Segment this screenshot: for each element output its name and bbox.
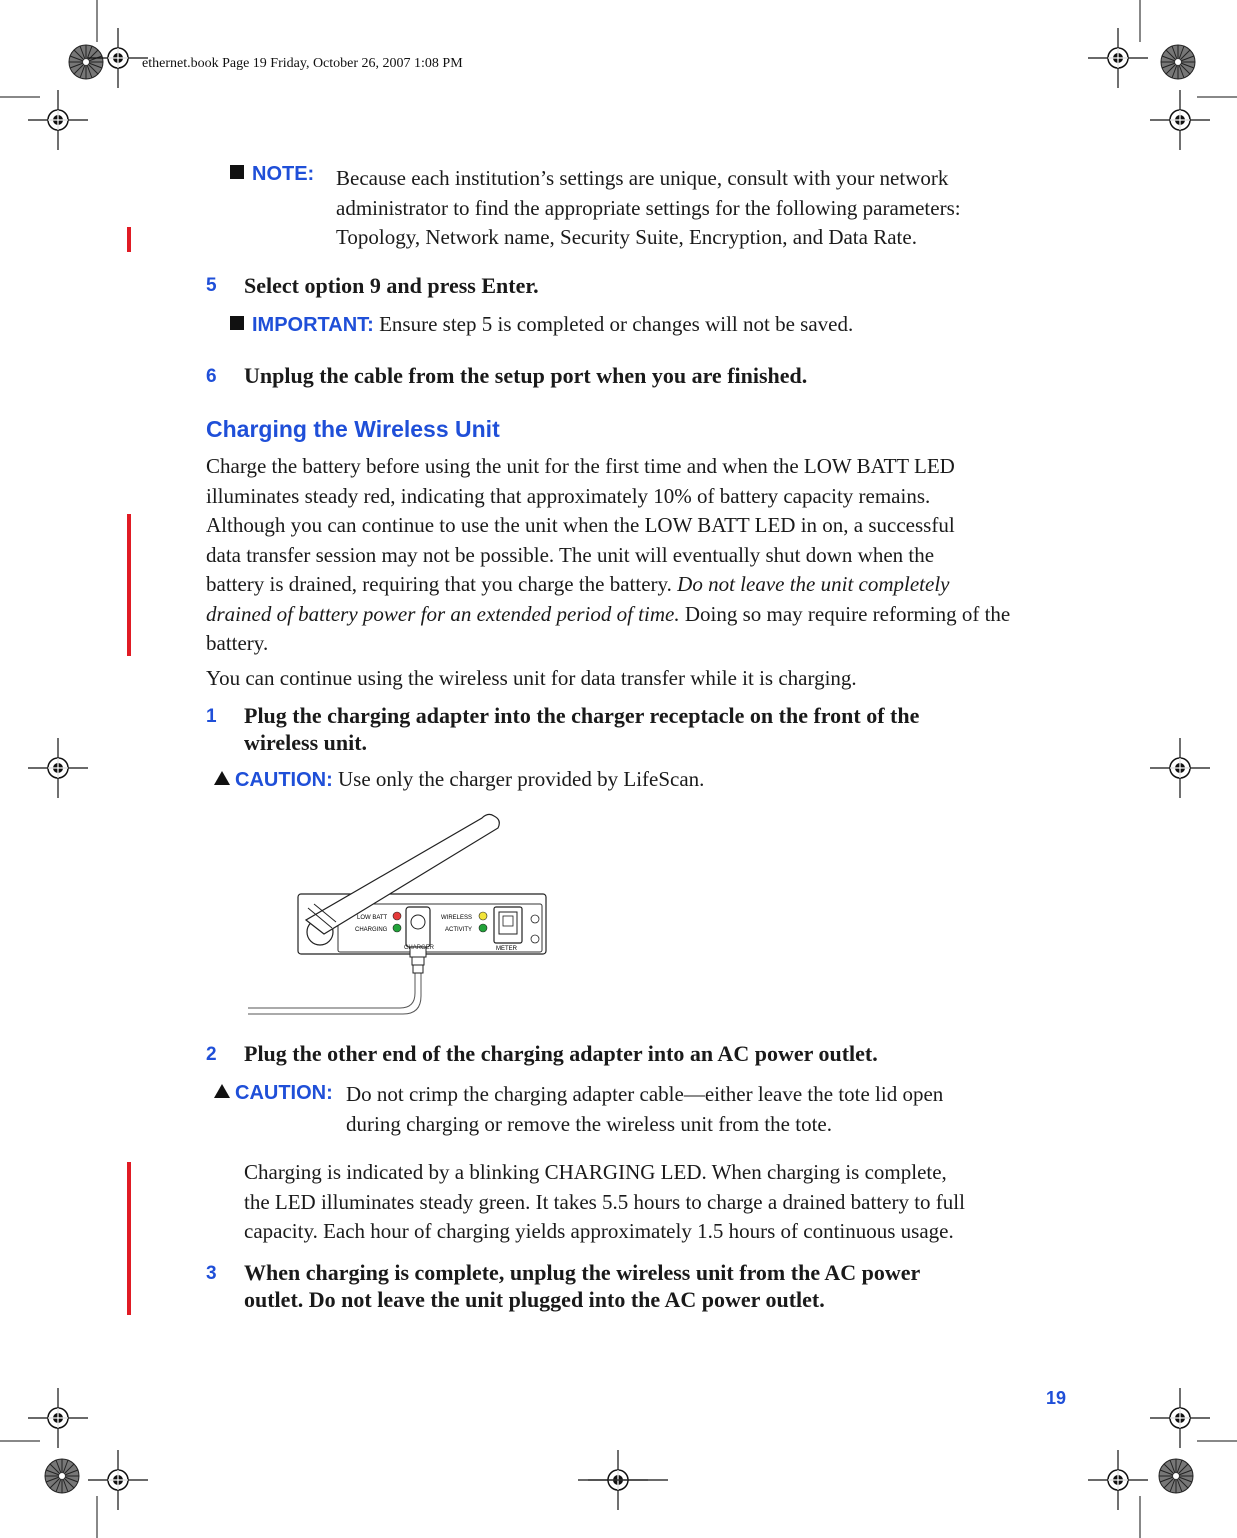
step-number: 5 <box>206 275 217 296</box>
caution-label: CAUTION: <box>235 769 333 791</box>
change-bar <box>127 227 131 252</box>
charger-receptacle <box>411 915 425 929</box>
screw <box>531 935 539 943</box>
step-number: 6 <box>206 366 217 387</box>
activity-led <box>479 924 487 932</box>
caution-label: CAUTION: <box>235 1082 333 1104</box>
step-text: Plug the other end of the charging adapter into an AC power outlet. <box>244 1041 878 1066</box>
change-bar <box>127 514 131 656</box>
step-text: Plug the charging adapter into the charger receptacle on the front of the wireless unit. <box>244 703 920 755</box>
wireless-led <box>479 912 487 920</box>
page-number: 19 <box>1046 1388 1067 1408</box>
wireless-label: WIRELESS <box>441 915 473 921</box>
warning-triangle-icon <box>214 771 230 785</box>
note-text: Because each institution’s settings are unique, consult with your network administrator to find the appropriate settings for the following parameters: Topology, Network name, Security Suite, Encryption, and Data Rate. <box>336 166 961 249</box>
square-bullet-icon <box>230 165 244 179</box>
charger-label: CHARGER <box>404 945 435 951</box>
step-number: 3 <box>206 1263 217 1284</box>
charging-label: CHARGING <box>355 927 388 933</box>
section-heading: Charging the Wireless Unit <box>206 416 500 442</box>
low-batt-label: LOW BATT <box>357 915 388 921</box>
activity-label: ACTIVITY <box>445 927 473 933</box>
caution-text: Use only the charger provided by LifeScan. <box>338 767 705 791</box>
warning-triangle-icon <box>214 1084 230 1098</box>
change-bar <box>127 1162 131 1315</box>
meter-label: METER <box>496 946 517 952</box>
important-label: IMPORTANT: <box>252 314 374 336</box>
step-number: 2 <box>206 1044 217 1065</box>
step-text: Unplug the cable from the setup port when you are finished. <box>244 363 808 388</box>
important-block <box>230 312 1130 337</box>
step-text: When charging is complete, unplug the wireless unit from the AC power outlet. Do not leave the unit plugged into the AC power outlet. <box>244 1260 921 1312</box>
caution-text: Do not crimp the charging adapter cable—either leave the tote lid open during charging or remove the wireless unit from the tote. <box>346 1082 944 1136</box>
section-paragraph: You can continue using the wireless unit for data transfer while it is charging. <box>206 666 857 690</box>
square-bullet-icon <box>230 316 244 330</box>
section-paragraph: Charge the battery before using the unit for the first time and when the LOW BATT LED illuminates steady red, indicating that approximately 10% of battery capacity remains. Although you can continue to use the unit when the LOW BATT LED in on, a successful data transfer session may not be possible. The unit will eventually shut down when the battery is drained, requiring that you charge the battery. Do not leave the unit completely drained of battery power for an extended period of time. Doing so may require reforming of the battery. <box>206 454 1011 655</box>
caution-block <box>214 767 704 792</box>
note-label: NOTE: <box>252 163 315 185</box>
file-info-header: ethernet.book Page 19 Friday, October 26, 2007 1:08 PM <box>142 56 463 71</box>
step-number: 1 <box>206 706 217 727</box>
low-batt-led <box>393 912 401 920</box>
step-text: Select option 9 and press Enter. <box>244 273 539 298</box>
charging-paragraph: Charging is indicated by a blinking CHARGING LED. When charging is complete, the LED illuminates steady green. It takes 5.5 hours to charge a drained battery to full capacity. Each hour of charging yields approximately 1.5 hours of continuous usage. <box>244 1160 965 1243</box>
important-text: Ensure step 5 is completed or changes will not be saved. <box>379 312 854 336</box>
wireless-unit-figure <box>240 808 580 1028</box>
caution-block <box>214 1080 333 1105</box>
charging-led <box>393 924 401 932</box>
screw <box>531 915 539 923</box>
